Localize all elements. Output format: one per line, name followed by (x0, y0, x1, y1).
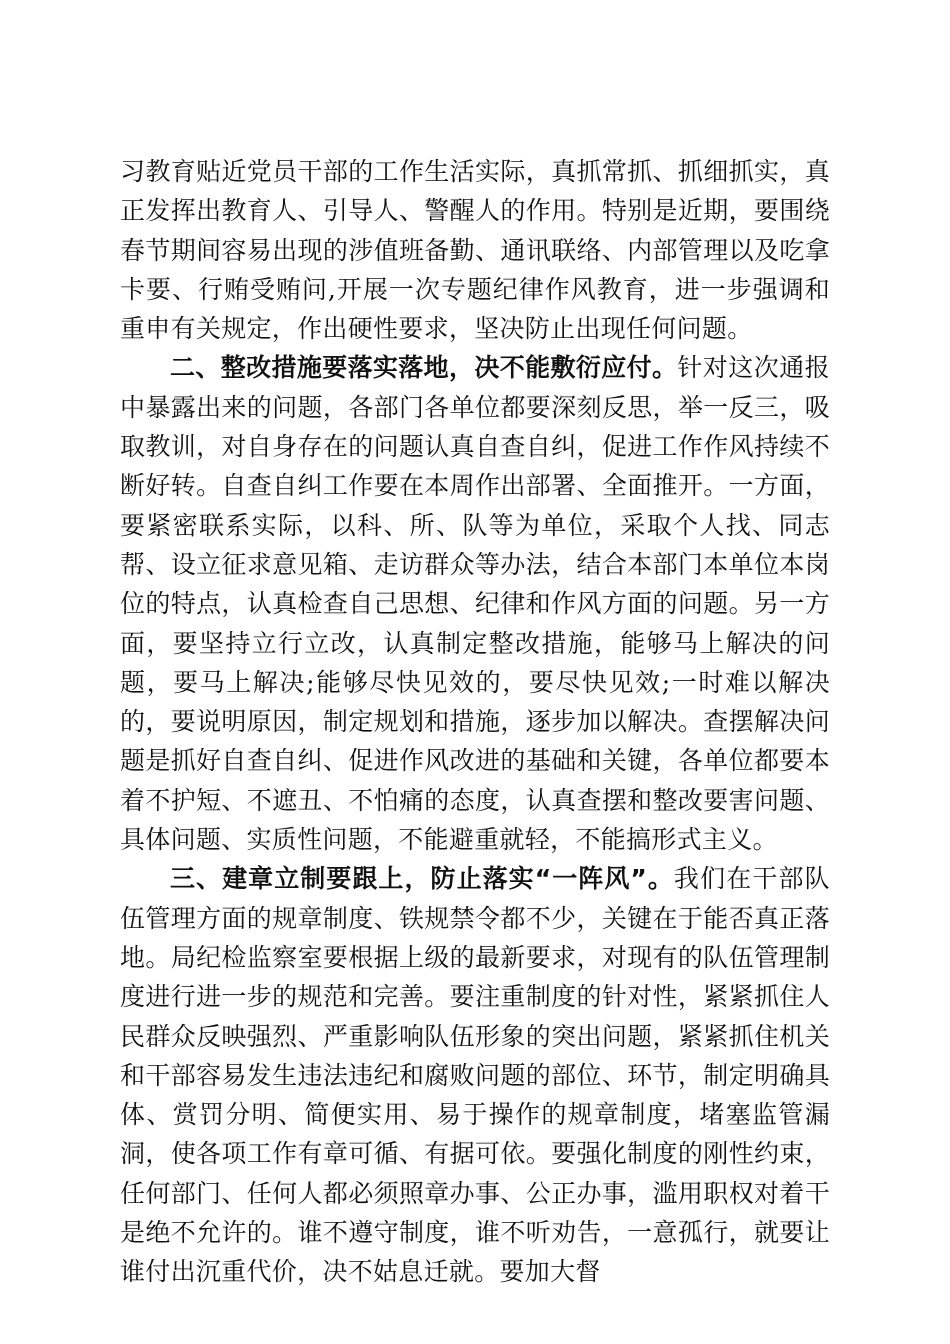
document-body (120, 152, 830, 1292)
paragraph-text: 我们在干部队伍管理方面的规章制度、铁规禁令都不少，关键在于能否真正落地。局纪检监察室要根据上级的最新要求，对现有的队伍管理制度进行进一步的规范和完善。要注重制度的针对性，紧紧抓住人民群众反映强烈、严重影响队伍形象的突出问题，紧紧抓住机关和干部容易发生违法违纪和腐败问题的部位、环节，制定明确具体、赏罚分明、简便实用、易于操作的规章制度，堵塞监管漏洞，使各项工作有章可循、有据可依。要强化制度的刚性约束，任何部门、任何人都必须照章办事、公正办事，滥用职权对着干是绝不允许的。谁不遵守制度，谁不听劝告，一意孤行，就要让谁付出沉重代价，决不姑息迁就。要加大督 (120, 864, 830, 1287)
paragraph-text: 针对这次通报中暴露出来的问题，各部门各单位都要深刻反思，举一反三，吸取教训，对自身存在的问题认真自查自纠，促进工作作风持续不断好转。自查自纠工作要在本周作出部署、全面推开。一方面，要紧密联系实际，以科、所、队等为单位，采取个人找、同志帮、设立征求意见箱、走访群众等办法，结合本部门本单位本岗位的特点，认真检查自己思想、纪律和作风方面的问题。另一方面，要坚持立行立改，认真制定整改措施，能够马上解决的问题，要马上解决;能够尽快见效的，要尽快见效;一时难以解决的，要说明原因，制定规划和措施，逐步加以解决。查摆解决问题是抓好自查自纠、促进作风改进的基础和关键，各单位都要本着不护短、不遮丑、不怕痛的态度，认真查摆和整改要害问题、具体问题、实质性问题，不能避重就轻，不能搞形式主义。 (120, 353, 830, 855)
section-heading-three: 三、建章立制要跟上，防止落实“一阵风”。 (170, 864, 674, 894)
paragraph-continuation (120, 152, 830, 348)
section-heading-two: 二、整改措施要落实落地，决不能敷衍应付。 (170, 353, 678, 383)
paragraph-regulations (120, 859, 830, 1291)
paragraph-text: 习教育贴近党员干部的工作生活实际，真抓常抓、抓细抓实，真正发挥出教育人、引导人、警醒人的作用。特别是近期，要围绕春节期间容易出现的涉值班备勤、通讯联络、内部管理以及吃拿卡要、行贿受贿问,开展一次专题纪律作风教育，进一步强调和重申有关规定，作出硬性要求，坚决防止出现任何问题。 (120, 157, 830, 344)
paragraph-rectification (120, 348, 830, 859)
